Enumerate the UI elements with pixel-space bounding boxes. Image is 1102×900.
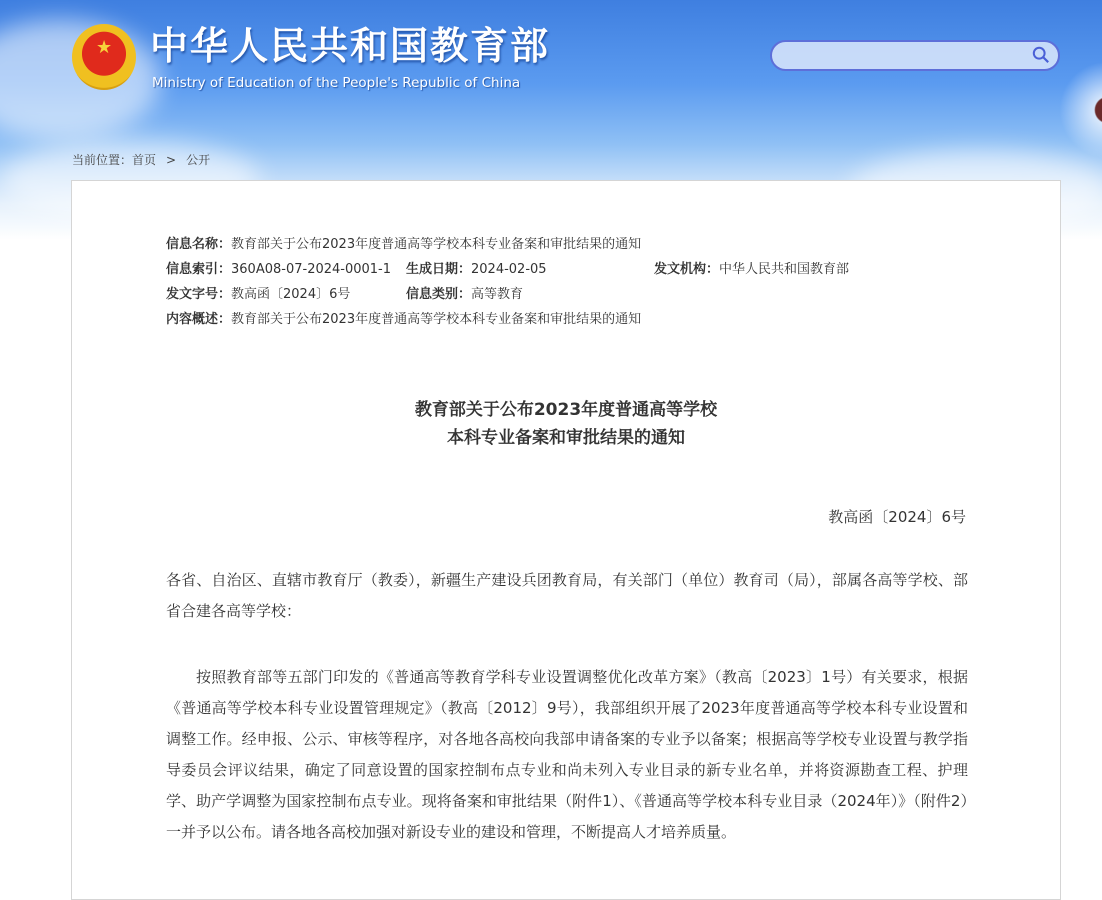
document-number: 教高函〔2024〕6号: [828, 508, 966, 526]
national-emblem-logo[interactable]: [72, 24, 136, 90]
breadcrumb-home[interactable]: 首页: [132, 153, 157, 167]
site-subtitle: Ministry of Education of the People's Republic of China: [152, 75, 521, 91]
info-date: 2024-02-05: [471, 262, 547, 277]
star-icon: ★: [96, 37, 113, 58]
category-label: 信息类别：: [406, 287, 472, 302]
article-title-line2: 本科专业备案和审批结果的通知: [447, 428, 685, 448]
breadcrumb-label: 当前位置：: [72, 153, 133, 167]
salutation: 各省、自治区、直辖市教育厅（教委），新疆生产建设兵团教育局，有关部门（单位）教育司（局），部属各高等学校、部省合建各高等学校：: [166, 571, 968, 620]
issuer-label: 发文机构：: [654, 262, 720, 277]
info-index: 360A08-07-2024-0001-1: [231, 262, 392, 277]
info-category: 高等教育: [471, 287, 524, 302]
breadcrumb-public[interactable]: 公开: [186, 153, 211, 167]
name-label: 信息名称：: [166, 237, 232, 252]
article-title-line1: 教育部关于公布2023年度普通高等学校: [414, 400, 718, 420]
article-paragraph: 按照教育部等五部门印发的《普通高等教育学科专业设置调整优化改革方案》（教高〔2023〕1号）有关要求，根据《普通高等学校本科专业设置管理规定》（教高〔2012〕9号），我部组织开展了2023年度普通高等学校本科专业设置和调整工作。经申报、公示、审核等程序，对各地各高校向我部申请备案的专业予以备案；根据高等学校专业设置与教学指导委员会评议结果，确定了同意设置的国家控制布点专业和尚未列入专业目录的新专业名单，并将资源勘查工程、护理学、助产学调整为国家控制布点专业。现将备案和审批结果（附件1）、《普通高等学校本科专业目录（2024年）》（附件2）一并予以公布。请各地各高校加强对新设专业的建设和管理，不断提高人才培养质量。: [166, 668, 968, 841]
site-title[interactable]: 中华人民共和国教育部: [150, 24, 551, 68]
date-label: 生成日期：: [406, 262, 472, 277]
info-summary: 教育部关于公布2023年度普通高等学校本科专业备案和审批结果的通知: [231, 312, 642, 327]
search-icon[interactable]: [1032, 46, 1050, 64]
article-title: [71, 396, 1061, 452]
info-name: 教育部关于公布2023年度普通高等学校本科专业备案和审批结果的通知: [231, 237, 642, 252]
index-label: 信息索引：: [166, 262, 232, 277]
summary-label: 内容概述：: [166, 312, 232, 327]
dandelion-decoration: [1060, 60, 1102, 160]
info-issuer: 中华人民共和国教育部: [719, 262, 850, 277]
search-input[interactable]: [770, 40, 1060, 71]
info-metadata: [166, 232, 859, 332]
docno-label: 发文字号：: [166, 287, 232, 302]
breadcrumb: [72, 152, 210, 168]
info-docno: 教高函〔2024〕6号: [231, 287, 351, 302]
breadcrumb-separator: >: [166, 153, 177, 167]
